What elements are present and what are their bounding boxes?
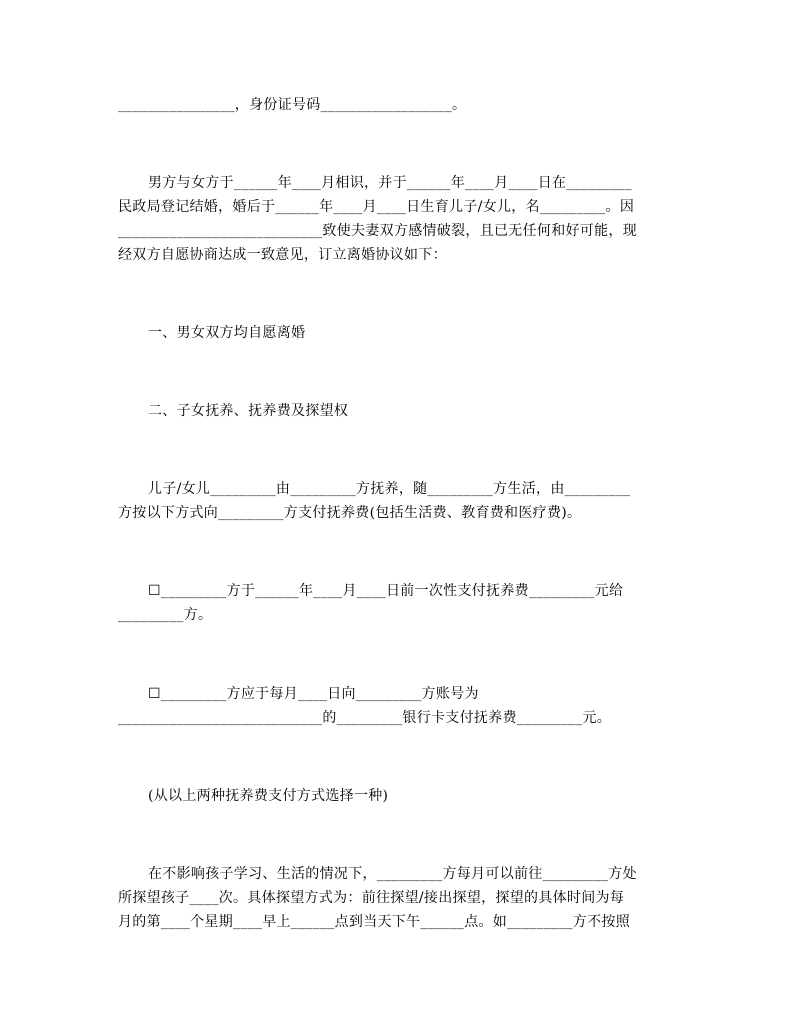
paragraph-marriage-line-1: 男方与女方于______年____月相识，并于______年____月____日在_________: [148, 175, 632, 191]
paragraph-visitation-line-2: 所探望孩子____次。具体探望方式为：前往探望/接出探望，探望的具体时间为每: [118, 890, 625, 906]
paragraph-marriage-line-2: 民政局登记结婚，婚后于______年____月____日生育儿子/女儿，名_________。因: [118, 199, 635, 215]
paragraph-visitation-line-3: 月的第____个星期____早上______点到当天下午______点。如_________方不按照: [118, 914, 630, 930]
id-number-line: ________________，身份证号码__________________。: [118, 97, 467, 113]
paragraph-visitation-line-1: 在不影响孩子学习、生活的情况下，_________方每月可以前往_________方处: [148, 866, 637, 882]
option-lump-sum-line-1: ☐_________方于______年____月____日前一次性支付抚养费_________元给: [148, 583, 624, 599]
paragraph-marriage-line-3: ____________________________致使夫妻双方感情破裂，且已无任何和好可能，现: [118, 223, 637, 239]
paragraph-marriage-line-4: 经双方自愿协商达成一致意见，订立离婚协议如下：: [118, 247, 447, 263]
paragraph-custody-line-1: 儿子/女儿_________由_________方抚养，随_________方生活，由_________: [148, 481, 631, 497]
payment-choice-note: (从以上两种抚养费支付方式选择一种): [148, 788, 389, 804]
option-monthly-line-2: ____________________________的_________银行卡支付抚养费_________元。: [118, 710, 612, 726]
paragraph-custody-line-2: 方按以下方式向_________方支付抚养费(包括生活费、教育费和医疗费)。: [118, 505, 582, 521]
section-heading-divorce: 一、男女双方均自愿离婚: [148, 325, 306, 341]
option-monthly-line-1: ☐_________方应于每月____日向_________方账号为: [148, 686, 479, 702]
section-heading-custody: 二、子女抚养、抚养费及探望权: [148, 403, 349, 419]
option-lump-sum-line-2: _________方。: [118, 607, 213, 623]
